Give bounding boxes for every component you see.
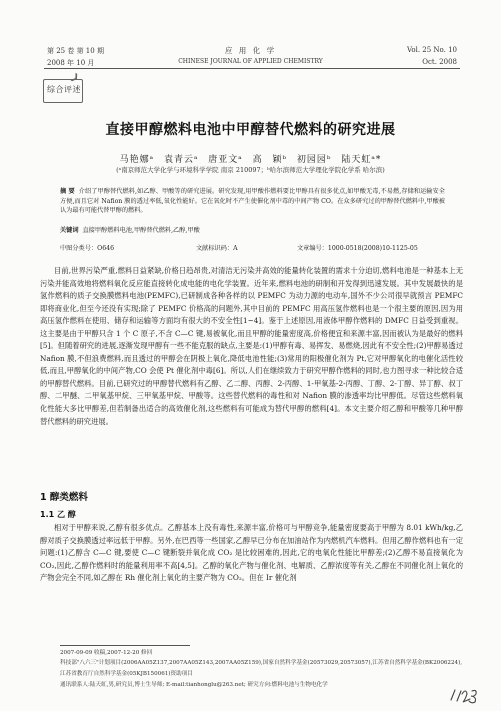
abstract-label: 摘 要 [60,188,75,195]
keywords-text: 直接甲醇燃料电池,甲醇替代燃料,乙醇,甲酸 [82,227,200,234]
keywords-block [60,226,445,236]
header-volume-en: Vol. 25 No. 10 [406,46,457,54]
header-volume-issue: 第 25 卷 第 10 期 [47,47,104,55]
header-journal-en: CHINESE JOURNAL OF APPLIED CHEMISTRY [178,58,323,65]
article-id: 文章编号：1000-0518(2008)10-1125-05 [297,245,418,252]
handwritten-page-number-mark [447,682,487,706]
section-heading-1: 1 醇类燃料 [40,492,88,503]
intro-paragraph: 目前,世界污染严重,燃料日益紧缺,价格日趋昂贵,对清洁无污染并高效的能量转化装置的需求十分迫切,燃料电池是一种基本上无污染并能高效地将燃料氧化反应能直接转化成电能的电化学装置。近年来,燃料电池的研制和开发得到迅速发展。其中发展最快的是氢作燃料的质子交换膜燃料电池(PEMFC),已研制成各种各样的以 PEMFC 为动力源的电动车,国外不少公司很早就预言 PEMFC 即将商业化,但至今还没有实现;除了 PEMFC 价格高的问题外,其中目前的 PEMFC 用高压氢作燃料也是一个很主要的原因,因为用高压氢作燃料在使用、储存和运输等方面均有很大的不安全性[1~4]。鉴于上述原因,用液体甲醇作燃料的 DMFC 日益受到重视。这主要是由于甲醇只含 1 个 C 原子,不含 C—C 键,易被氧化,而且甲醇的能量密度高,价格便宜和来源丰富,因而被认为是最好的燃料[5]。但随着研究的进展,逐渐发现甲醇有一些不能克服的缺点,主要是:(1)甲醇有毒、易挥发、易燃烧,因此有不安全性;(2)甲醇易透过 Nafion 膜,不但浪费燃料,而且透过的甲醇会在阴极上氧化,降低电池性能;(3)常用的阳极催化剂为 Pt,它对甲醇氧化的电催化活性较低,而且,甲醇氧化的中间产物,CO 会使 Pt 催化剂中毒[6]。所以,人们在继续致力于研究甲醇作燃料的同时,也力图寻求一种比较合适的甲醇替代燃料。目前,已研究过的甲醇替代燃料有乙醇、乙二醇、丙醇、2-丙醇、1-甲氧基-2-丙醇、丁醇、2-丁醇、异丁醇、叔丁醇、二甲醚、二甲氧基甲烷、三甲氧基甲烷、甲酸等。这些替代燃料的毒性和对 Nafion 膜的渗透率均比甲醇低。尽管这些燃料氧化性能大多比甲醇差,但若制备出适合的高效催化剂,这些燃料有可能成为替代甲醇的燃料[4]。本文主要介绍乙醇和甲酸等几种甲醇替代燃料的研究进展。 [40,266,463,426]
footnote-rule [60,645,190,646]
abstract-block [60,187,445,216]
footnote-contact: 通讯联系人:陆天虹,男,研究员,博士生导师; E-mail:tianhonglu@263.net; 研究方向:燃料电池与生物电化学 [60,682,328,688]
badge-label: 综合评述 [47,85,81,94]
section-badge [41,71,91,111]
header-rule [44,68,460,69]
keywords-label: 关键词 [60,227,79,234]
clc-number: 中图分类号：O646 [60,245,115,252]
doc-code: 文献标识码：A [196,245,238,252]
header-date: 2008 年 10 月 [47,59,95,67]
footnote-received: 2007-09-09 收稿,2007-12-20 修回 [60,650,153,656]
abstract-text: 介绍了甲醇替代燃料,如乙醇、甲酸等的研究进展。研究发现,用甲酸作燃料要比甲醇具有很多优点,如甲酸无毒,不易燃,存储和运输安全方便,而且它对 Nafion 膜的透过率低,氧化性能好。它在氧化时不产生使催化剂中毒的中间产物 CO。在众多研究过的甲醇替代燃料中,甲酸被认为最有可能代替甲醇的燃料。 [60,188,445,214]
article-authors: 马艳娜ᵃ 袁青云ᵃ 唐亚文ᵃ 高 颖ᵇ 初园园ᵇ 陆天虹ᵃ* [119,155,382,165]
header-journal-cn: 应 用 化 学 [224,46,277,55]
article-title: 直接甲醇燃料电池中甲醇替代燃料的研究进展 [105,122,396,138]
ethanol-paragraph: 相对于甲醇来说,乙醇有很多优点。乙醇基本上没有毒性,来源丰富,价格可与甲醇竞争,能量密度要高于甲醇为 8.01 kWh/kg,乙醇对质子交换膜透过率远低于甲醇。另外,在巴西等一些国家,乙醇早已分布在加油站作为内燃机汽车燃料。但用乙醇作燃料也有一定问题:(1)乙醇含 C—C 键,要使 C—C 键断裂并氧化成 CO₂ 是比较困难的,因此,它的电氧化性能比甲醇差;(2)乙醇不易直接氧化为 CO₂,因此,乙醇作燃料时的能量利用率不高[4,5]。乙醇的氧化产物与催化剂、电解质、乙醇浓度等有关,乙醇在不同催化剂上氧化的产物会完全不同,如乙醇在 Rh 催化剂上氧化的主要产物为 CO₂。但在 Ir 催化剂 [40,523,463,583]
article-affiliation: (ᵃ南京师范大学化学与环境科学学院 南京 210097；ᵇ哈尔滨师范大学理化学院化学系 哈尔滨) [116,166,385,174]
subsection-heading-1-1: 1.1 乙 醇 [40,510,76,519]
badge-ornament-icon: ❯ [68,71,81,85]
footnote-fund: 科技部"八六三"计划项目(2006AA05Z137,2007AA05Z143,2007AA05Z159),国家自然科学基金(20573029,20573057),江苏省自然科学基金(BK2006224),江苏省教育厅自然科学基金(05KJB150061)资助项目 [60,660,463,677]
header-date-en: Oct. 2008 [422,58,457,66]
